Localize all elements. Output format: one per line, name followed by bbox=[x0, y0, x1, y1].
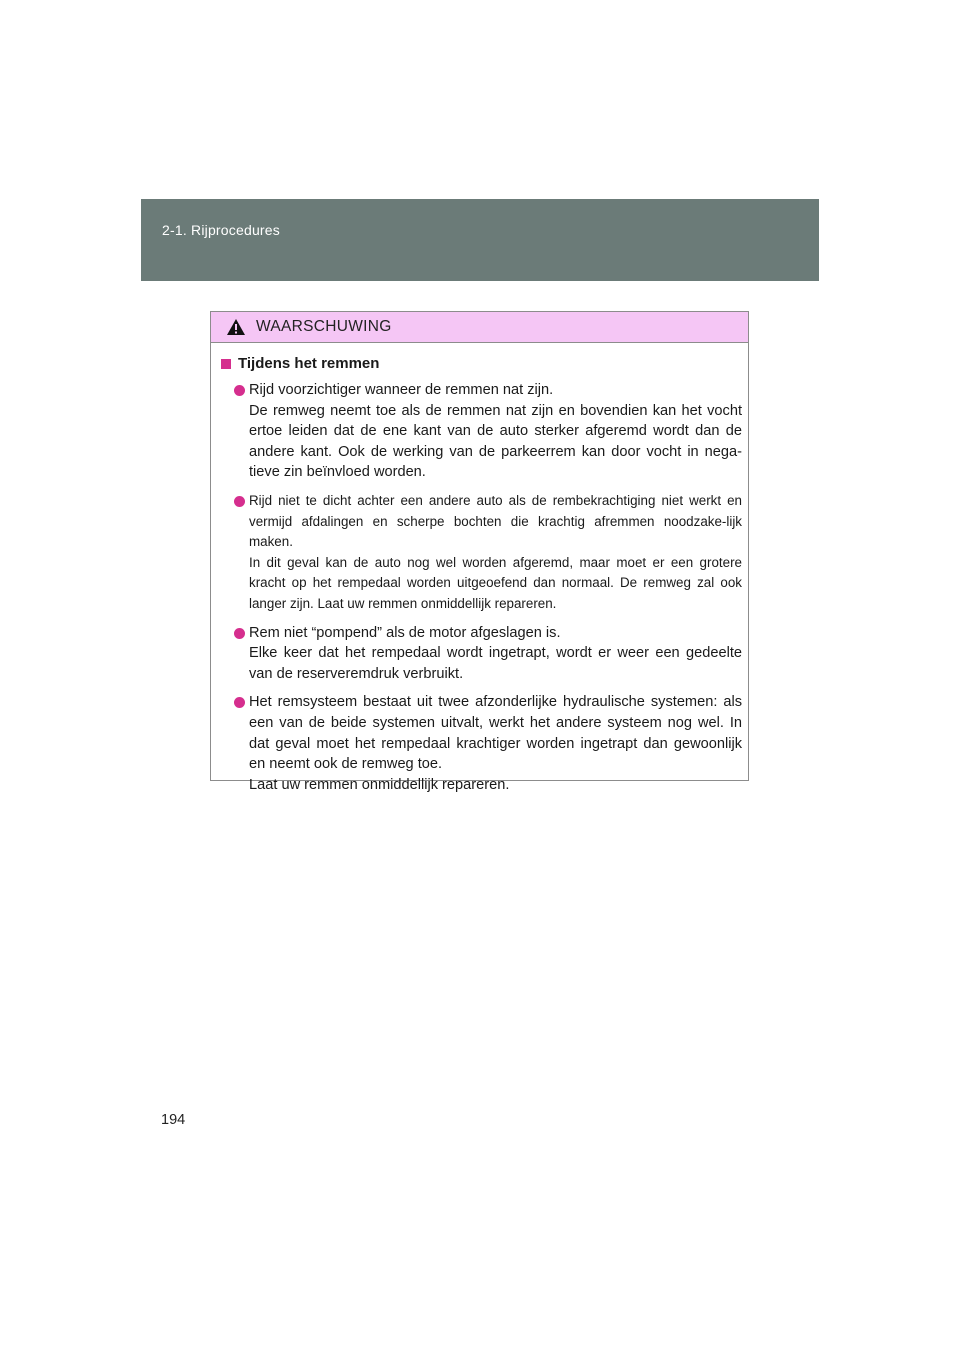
header-band bbox=[141, 199, 819, 281]
section-heading-text: Tijdens het remmen bbox=[238, 355, 380, 372]
warning-item bbox=[221, 692, 742, 795]
item-text: Elke keer dat het rempedaal wordt ingetrapt, wordt er weer een gedeelte van de reserveremdruk verbruikt. bbox=[249, 645, 742, 682]
page-number: 194 bbox=[161, 1112, 186, 1128]
circle-bullet-icon bbox=[234, 385, 245, 396]
square-bullet-icon bbox=[221, 359, 231, 369]
item-lead: Het remsysteem bestaat uit twee afzonderlijke hydraulische systemen: als een van de beide systemen uitvalt, werkt het andere systeem nog wel. In dat geval moet het rempedaal krachtiger worden ingetrapt dan gewoonlijk en neemt ook de remweg toe. bbox=[249, 694, 742, 773]
circle-bullet-icon bbox=[234, 628, 245, 639]
section-label: 2-1. Rijprocedures bbox=[162, 222, 280, 238]
item-lead: Rijd niet te dicht achter een andere auto als de rembekrachtiging niet werkt en vermijd afdalingen en scherpe bochten die krachtig afremmen noodzake-lijk maken. bbox=[249, 492, 742, 550]
section-heading bbox=[221, 355, 742, 372]
circle-bullet-icon bbox=[234, 496, 245, 507]
item-text: Laat uw remmen onmiddellijk repareren. bbox=[249, 776, 510, 793]
warning-item bbox=[221, 491, 742, 615]
warning-header bbox=[211, 312, 748, 343]
warning-item bbox=[221, 380, 742, 483]
warning-body bbox=[211, 343, 748, 795]
warning-title: WAARSCHUWING bbox=[256, 318, 392, 335]
warning-item bbox=[221, 623, 742, 685]
item-lead: Rijd voorzichtiger wanneer de remmen nat zijn. bbox=[249, 382, 554, 398]
item-text: In dit geval kan de auto nog wel worden afgeremd, maar moet er een grotere kracht op het rempedaal worden uitgeoefend dan normaal. De remweg zal ook langer zijn. Laat uw remmen onmiddellijk repareren. bbox=[249, 554, 742, 611]
warning-box bbox=[210, 311, 749, 793]
warning-triangle-icon bbox=[226, 318, 246, 336]
circle-bullet-icon bbox=[234, 697, 245, 708]
item-lead: Rem niet “pompend” als de motor afgeslagen is. bbox=[249, 624, 561, 641]
item-text: De remweg neemt toe als de remmen nat zijn en bovendien kan het vocht ertoe leiden dat de ene kant van de auto sterker afgeremd wordt dan de andere kant. Ook de werking van de parkeerrem kan door vocht in nega-tieve zin beïnvloed worden. bbox=[249, 402, 742, 481]
